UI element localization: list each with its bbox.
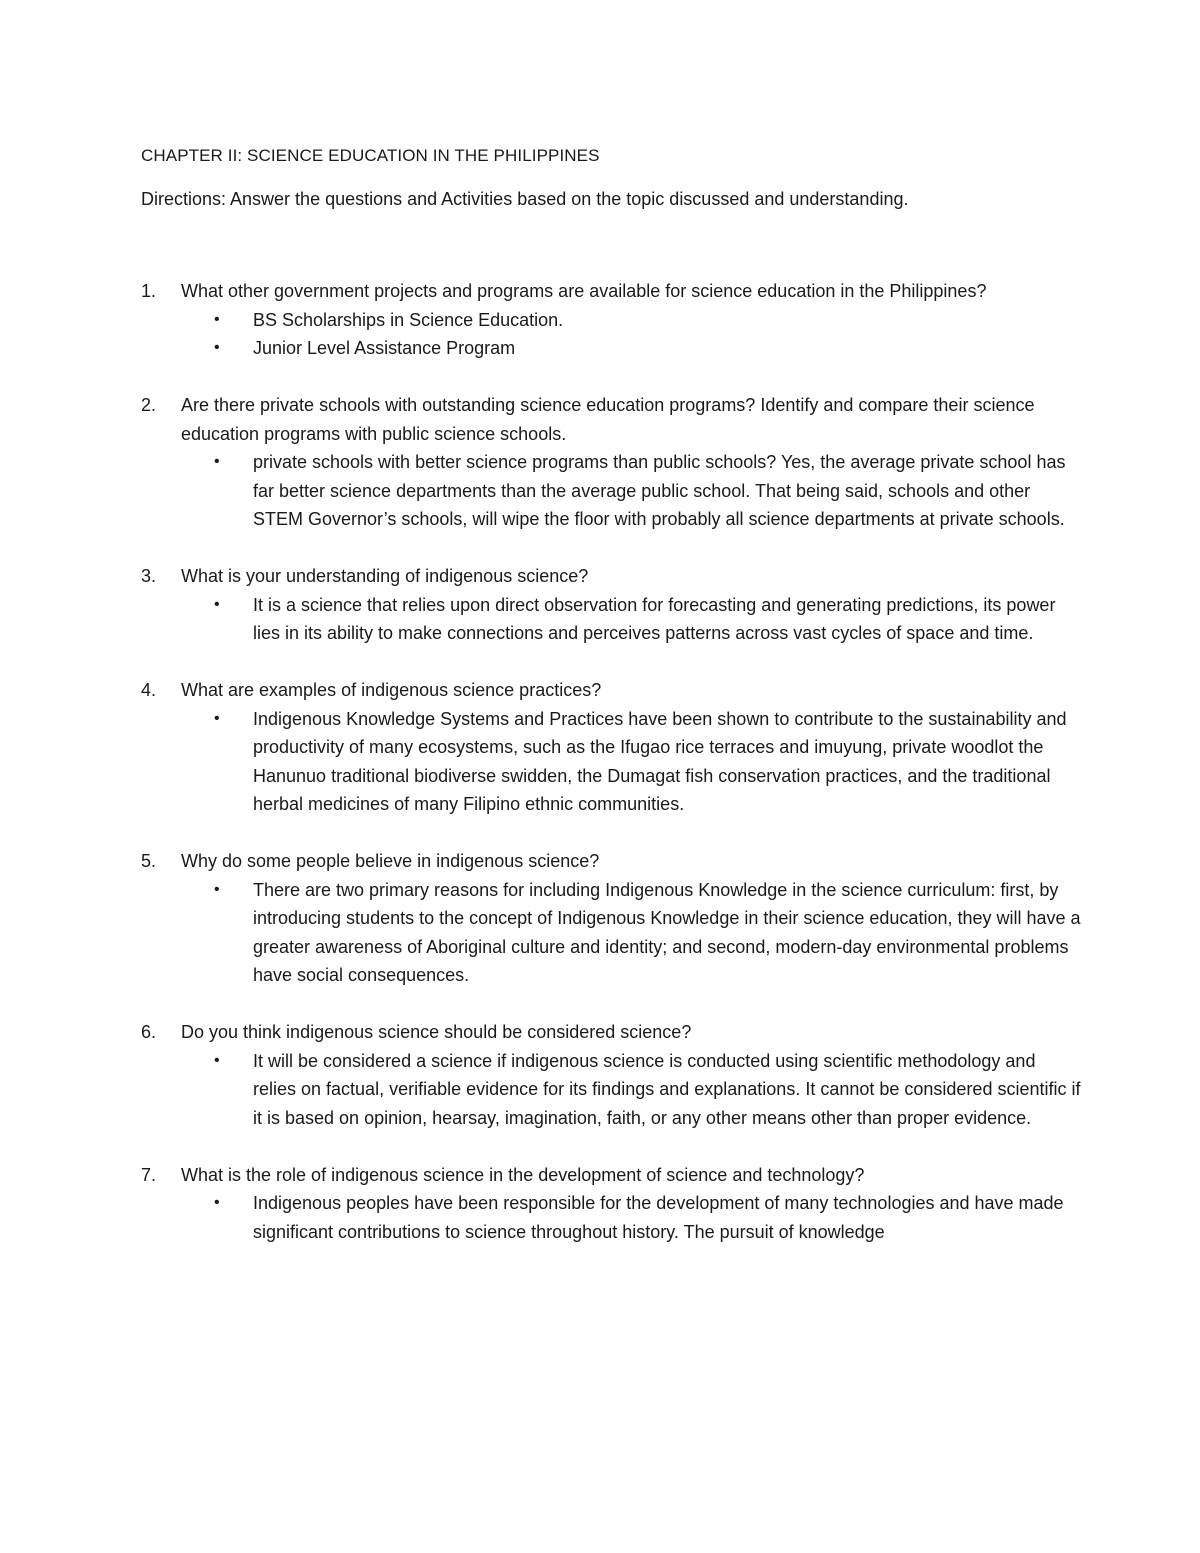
bullet-icon: •: [214, 1051, 220, 1069]
bullet-icon: •: [214, 709, 220, 727]
answer-list: [181, 705, 1081, 819]
question-text: Why do some people believe in indigenous science?: [181, 851, 600, 871]
answer-item: [181, 334, 1081, 363]
answer-item: [181, 306, 1081, 335]
answer-list: [181, 448, 1081, 534]
answer-text: It is a science that relies upon direct observation for forecasting and generating predictions, its power lies in its ability to make connections and perceives patterns across vast cycles of space and time.: [253, 594, 1056, 643]
bullet-icon: •: [214, 453, 220, 470]
answer-list: [181, 1189, 1081, 1246]
answer-item: [181, 1189, 1081, 1246]
answer-text: Indigenous Knowledge Systems and Practices have been shown to contribute to the sustainability and productivity of many ecosystems, such as the Ifugao rice terraces and imuyung, private woodlot the Hanunuo traditional biodiverse swidden, the Dumagat fish conservation practices, and the traditional herbal medicines of many Filipino ethnic communities.: [253, 708, 1067, 814]
question-text: Do you think indigenous science should be considered science?: [181, 1022, 692, 1042]
answer-text: There are two primary reasons for including Indigenous Knowledge in the science curriculum: first, by introducing students to the concept of Indigenous Knowledge in their science education, they will have a greater awareness of Aboriginal culture and identity; and second, modern-day environmental problems have social consequences.: [253, 879, 1081, 985]
question-item: [141, 676, 1081, 819]
question-number: 1.: [141, 281, 157, 301]
answer-item: [181, 876, 1081, 990]
answer-text: Indigenous peoples have been responsible for the development of many technologies and have made significant contributions to science throughout history. The pursuit of knowledge: [253, 1193, 1064, 1242]
answer-list: [181, 591, 1081, 648]
question-number: 2.: [141, 395, 157, 415]
answer-list: [181, 306, 1081, 363]
page-title: CHAPTER II: SCIENCE EDUCATION IN THE PHILIPPINES: [141, 146, 600, 165]
answer-text: It will be considered a science if indigenous science is conducted using scientific methodology and relies on factual, verifiable evidence for its findings and explanations. It cannot be considered scientific if it is based on opinion, hearsay, imagination, faith, or any other means other than proper evidence.: [253, 1050, 1081, 1128]
question-item: [141, 277, 1081, 363]
bullet-icon: •: [214, 880, 220, 898]
bullet-icon: •: [214, 1194, 220, 1211]
answer-text: private schools with better science programs than public schools? Yes, the average private school has far better science departments than the average public school. That being said, schools and other STEM Governor’s schools, will wipe the floor with probably all science departments at private schools.: [253, 452, 1066, 529]
question-text: What is your understanding of indigenous science?: [181, 566, 589, 586]
question-item: [141, 562, 1081, 648]
question-number: 4.: [141, 680, 157, 700]
answer-item: [181, 448, 1081, 534]
answer-list: [181, 1047, 1081, 1133]
question-number: 3.: [141, 566, 157, 586]
question-item: [141, 1018, 1081, 1132]
question-number: 6.: [141, 1022, 157, 1042]
question-text: What is the role of indigenous science in the development of science and technology?: [181, 1164, 865, 1185]
bullet-icon: •: [214, 595, 220, 613]
question-text: Are there private schools with outstanding science education programs? Identify and compare their science education programs with public science schools.: [181, 395, 1035, 444]
question-number: 5.: [141, 851, 157, 871]
answer-text: BS Scholarships in Science Education.: [253, 309, 564, 330]
question-item: [141, 391, 1081, 534]
answer-item: [181, 591, 1081, 648]
bullet-icon: •: [214, 339, 220, 356]
question-text: What other government projects and programs are available for science education in the Philippines?: [181, 281, 987, 301]
answer-item: [181, 705, 1081, 819]
answer-item: [181, 1047, 1081, 1133]
answer-list: [181, 876, 1081, 990]
bullet-icon: •: [214, 310, 220, 328]
question-text: What are examples of indigenous science practices?: [181, 680, 602, 700]
answer-text: Junior Level Assistance Program: [253, 338, 516, 358]
question-number: 7.: [141, 1164, 157, 1185]
question-item: [141, 1161, 1081, 1247]
directions-text: Directions: Answer the questions and Activities based on the topic discussed and understanding.: [141, 189, 909, 209]
question-item: [141, 847, 1081, 990]
question-list: [141, 277, 1081, 1275]
